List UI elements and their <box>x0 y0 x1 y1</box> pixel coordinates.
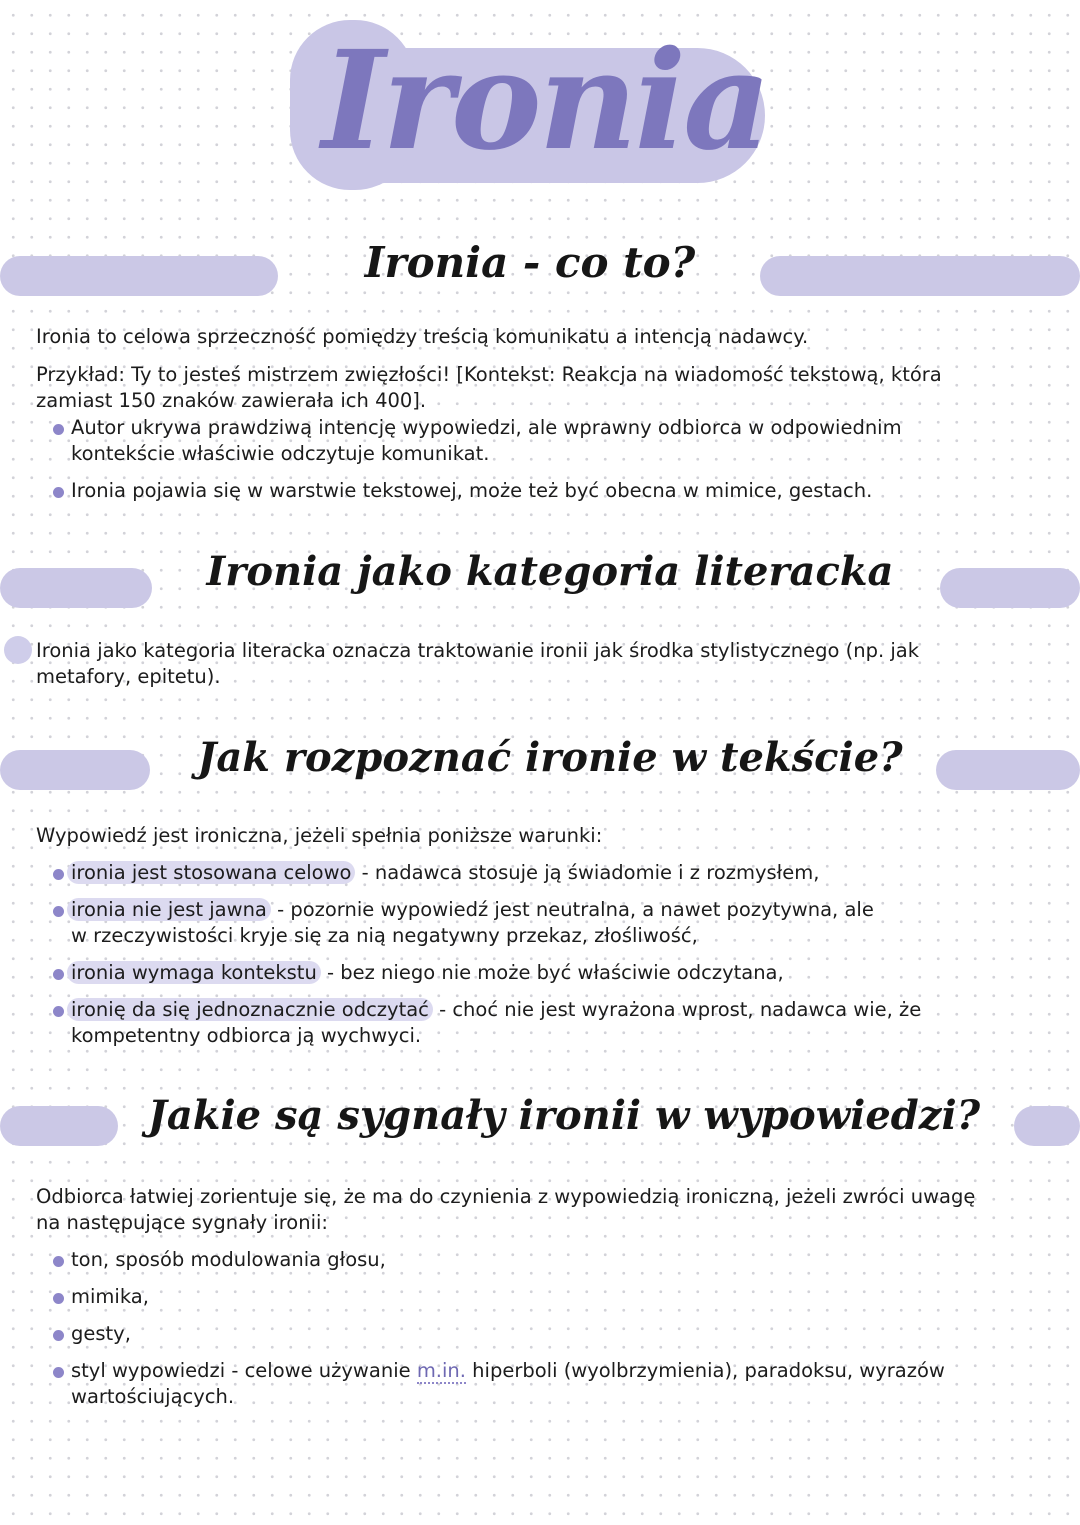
heading-bar-right <box>760 256 1080 296</box>
list-item-continuation: wartościujących. <box>71 1385 235 1408</box>
bullet-icon <box>53 1293 64 1304</box>
list-item <box>71 860 819 886</box>
list-item <box>71 1358 945 1384</box>
list-item-text: - nadawca stosuje ją świadomie i z rozmysłem, <box>355 861 820 884</box>
paragraph: na następujące sygnały ironii: <box>36 1211 329 1234</box>
heading-bar-left <box>0 568 152 608</box>
underlined-abbreviation: m.in. <box>416 1359 466 1382</box>
highlighted-term: ironię da się jednoznacznie odczytać <box>67 998 433 1021</box>
bullet-icon <box>53 1256 64 1267</box>
paragraph: zamiast 150 znaków zawierała ich 400]. <box>36 389 427 412</box>
list-item <box>71 897 874 923</box>
list-item-text: - choć nie jest wyrażona wprost, nadawca wie, że <box>432 998 922 1021</box>
list-item: Autor ukrywa prawdziwą intencję wypowiedzi, ale wprawny odbiorca w odpowiednim <box>71 416 902 439</box>
list-item-text: - bez niego nie może być właściwie odczytana, <box>320 961 784 984</box>
bullet-icon <box>53 1006 64 1017</box>
section-heading: Ironia - co to? <box>364 238 696 287</box>
highlighted-term: ironia wymaga kontekstu <box>67 961 321 984</box>
bullet-icon <box>53 969 64 980</box>
list-item-continuation: kompetentny odbiorca ją wychwyci. <box>71 1024 422 1047</box>
list-item: ton, sposób modulowania głosu, <box>71 1248 386 1271</box>
list-item-continuation: w rzeczywistości kryje się za nią negatywny przekaz, złośliwość, <box>71 924 698 947</box>
list-item-text: hiperboli (wyolbrzymienia), paradoksu, wyrazów <box>465 1359 945 1382</box>
bullet-icon <box>53 1367 64 1378</box>
paragraph: Ironia jako kategoria literacka oznacza traktowanie ironii jak środka stylistycznego (np. jak <box>36 639 920 662</box>
list-item <box>71 997 921 1023</box>
section-heading: Jak rozpoznać ironie w tekście? <box>197 734 903 781</box>
paragraph: Wypowiedź jest ironiczna, jeżeli spełnia poniższe warunki: <box>36 824 603 847</box>
heading-bar-right <box>940 568 1080 608</box>
decorative-circle <box>4 636 32 664</box>
bullet-icon <box>53 424 64 435</box>
list-item-text: styl wypowiedzi - celowe używanie <box>71 1359 417 1382</box>
list-item <box>71 960 784 986</box>
paragraph: Odbiorca łatwiej zorientuje się, że ma do czynienia z wypowiedzią ironiczną, jeżeli zwróci uwagę <box>36 1185 976 1208</box>
paragraph: Ironia to celowa sprzeczność pomiędzy treścią komunikatu a intencją nadawcy. <box>36 325 809 348</box>
section-heading: Ironia jako kategoria literacka <box>206 548 894 595</box>
bullet-icon <box>53 487 64 498</box>
list-item: gesty, <box>71 1322 131 1345</box>
paragraph: metafory, epitetu). <box>36 665 221 688</box>
title-badge <box>290 8 790 198</box>
heading-bar-right <box>936 750 1080 790</box>
list-item: mimika, <box>71 1285 149 1308</box>
bullet-icon <box>53 1330 64 1341</box>
heading-bar-left <box>0 1106 118 1146</box>
list-item: Ironia pojawia się w warstwie tekstowej, może też być obecna w mimice, gestach. <box>71 479 873 502</box>
list-item-text: - pozornie wypowiedź jest neutralna, a nawet pozytywna, ale <box>270 898 874 921</box>
paragraph: Przykład: Ty to jesteś mistrzem zwięzłości! [Kontekst: Reakcja na wiadomość tekstową, która <box>36 363 942 386</box>
highlighted-term: ironia jest stosowana celowo <box>67 861 355 884</box>
list-item: kontekście właściwie odczytuje komunikat. <box>71 442 490 465</box>
heading-bar-left <box>0 256 278 296</box>
heading-bar-left <box>0 750 150 790</box>
bullet-icon <box>53 906 64 917</box>
bullet-icon <box>53 869 64 880</box>
section-heading: Jakie są sygnały ironii w wypowiedzi? <box>147 1092 981 1139</box>
page-title: Ironia <box>321 21 769 181</box>
highlighted-term: ironia nie jest jawna <box>67 898 271 921</box>
heading-bar-right <box>1014 1106 1080 1146</box>
